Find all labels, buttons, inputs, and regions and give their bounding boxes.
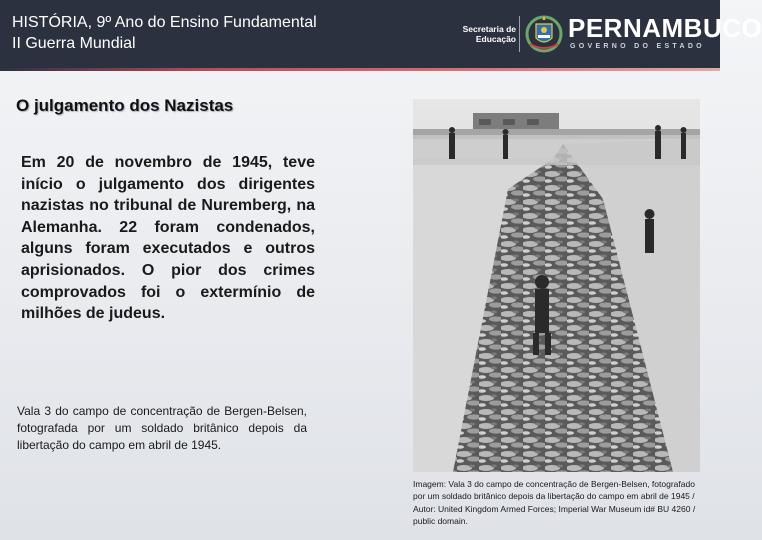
- slide-title: O julgamento dos Nazistas: [16, 96, 234, 115]
- state-logo-text: PERNAMBUCO: [568, 13, 762, 43]
- secretaria-line1: Secretaria de: [462, 24, 516, 34]
- bergen-belsen-photo: [413, 99, 700, 472]
- coat-of-arms-icon: [524, 14, 564, 54]
- photo-caption: Vala 3 do campo de concentração de Bergen-Belsen, fotografada por um soldado britânico depois da libertação do campo em abril de 1945.: [17, 404, 307, 452]
- secretaria-line2: Educação: [475, 34, 516, 44]
- header-bar: [0, 0, 762, 68]
- state-logo-subtitle: GOVERNO DO ESTADO: [570, 43, 705, 50]
- course-title: [12, 12, 317, 54]
- course-title-line2: II Guerra Mundial: [12, 35, 136, 52]
- image-credit: Imagem: Vala 3 do campo de concentração de Bergen-Belsen, fotografado por um soldado britânico depois da libertação do campo em abril de 1945 / Autor: United Kingdom Armed Forces; Imperial War Museum id# BU 4260 / public domain.: [413, 479, 696, 527]
- logo-divider: [519, 16, 520, 52]
- header-accent-line: [0, 68, 720, 71]
- course-title-line1: HISTÓRIA, 9º Ano do Ensino Fundamental: [12, 14, 317, 31]
- secretaria-label: [456, 24, 516, 44]
- body-paragraph: Em 20 de novembro de 1945, teve início o julgamento dos dirigentes nazistas no tribunal de Nuremberg, na Alemanha. 22 foram condenados, alguns foram executados e outros aprisionados. O pior dos crimes comprovados foi o extermínio de milhões de judeus.: [21, 154, 315, 323]
